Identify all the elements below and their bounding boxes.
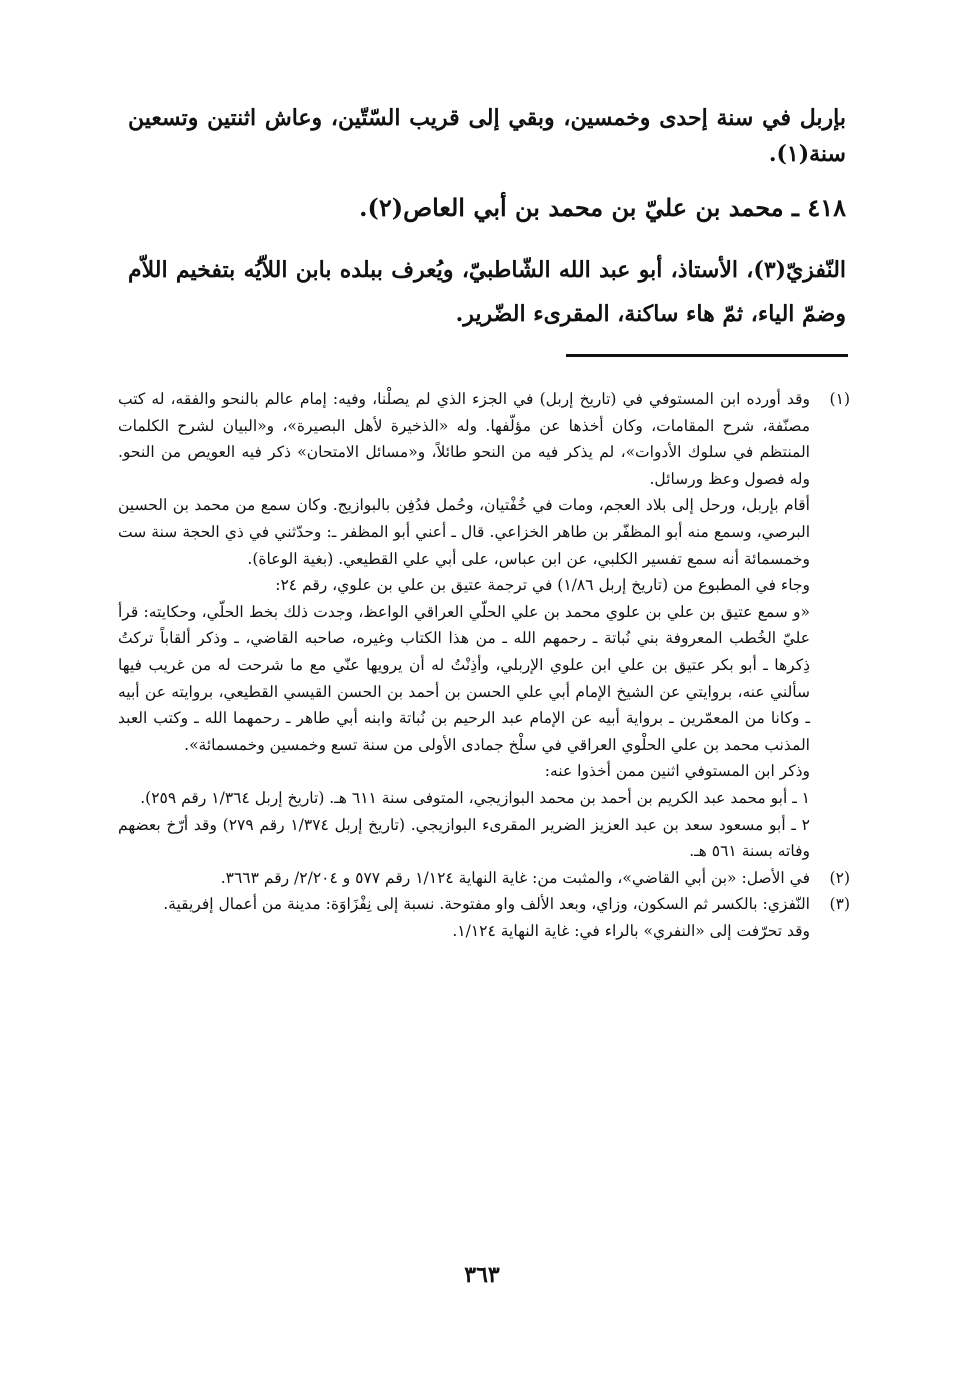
footnote-quote: «و سمع عتيق بن علي بن علوي محمد بن علي الحلّي العراقي الواعظ، وجدت ذلك بخط الحلّي، وحكايته: قرأ عليّ الخُطب المعروفة بني نُباتة ـ رحمهم الله ـ من هذا الكتاب وغيره، صاحبه القاضي، ـ وذكر ألقاباً تركتُ ذِكرها ـ أبو بكر عتيق بن علي ابن علوي الإربلي، وأذِنْتُ له أن يرويها عنّي مع ما شرحت له من غريب فيها سألني عنه، بروايتي عن الشيخ الإمام أبي علي الحسن بن أحمد بن الحسن القيسي القطيعي، بروايته عن أبيه ـ وكانا من المعمّرين ـ برواية أبيه عن الإمام عبد الرحيم بن نُباتة وابنه أبي طاهر ـ رحمهما الله ـ وكتب العبد المذنب محمد بن علي الحلْوي العراقي في سلْخ جمادى الأولى من سنة تسع وخمسين وخمسمائة». (118, 602, 810, 754)
footnote-paragraph: أقام بإربل، ورحل إلى بلاد العجم، ومات في خُفْتيان، وحُمل فدُفِن بالبوازيج. وكان سمع من محمد بن الحسين البرصي، وسمع منه أبو المظفّر بن طاهر الخزاعي. قال ـ أعني أبو المظفر ـ: وحدّثني في ذي الحجة سنة ست وخمسمائة أنه سمع تفسير الكلبي، عن ابن عباس، على أبي علي القطيعي. (بغية الوعاة). (118, 496, 810, 568)
footnotes (118, 386, 850, 944)
footnote-list-item: ٢ ـ أبو مسعود سعد بن عبد العزيز الضرير المقرىء البوازيجي. (تاريخ إربل ١/٣٧٤ رقم ٢٧٩) وقد أرّخ بعضهم وفاته بسنة ٥٦١ هـ. (118, 815, 810, 861)
footnote-paragraph: وجاء في المطبوع من (تاريخ إربل ١/٨٦) في ترجمة عتيق بن علي بن علوي، رقم ٢٤: (275, 576, 810, 595)
entry-body-text: النّفزيّ(٣)، الأستاذ، أبو عبد الله الشّاطبيّ، ويُعرف ببلده بابن اللاّيُه بتفخيم اللاّم وضمّ الياء، ثمّ هاء ساكنة، المقرىء الضّرير. (128, 257, 847, 327)
footnote-paragraph: وذكر ابن المستوفي اثنين ممن أخذوا عنه: (544, 762, 810, 781)
footnote-number: (١) (829, 390, 850, 408)
footnote-body (118, 891, 810, 918)
footnote-number: (٣) (829, 895, 850, 914)
footnote-paragraph: في الأصل: «بن أبي القاضي»، والمثبت من: غاية النهاية ١/١٢٤ رقم ٥٧٧ و ٢/٢٠٤/ رقم ٣٦٦٣. (220, 868, 810, 887)
entry-heading: ٤١٨ ـ محمد بن عليّ بن محمد بن أبي العاص(٢). (359, 193, 846, 222)
footnote-3 (118, 891, 850, 918)
footnote-paragraph: وقد تحرّفت إلى «النفري» بالراء في: غاية النهاية ١/١٢٤. (452, 921, 810, 940)
footnote-paragraph: النّفزي: بالكسر ثم السكون، وزاي، وبعد الألف واو مفتوحة. نسبة إلى نِفْزَاوَة: مدينة من أعمال إفريقية. (163, 895, 810, 914)
footnote-1 (118, 386, 850, 492)
footnote-body (118, 865, 810, 892)
footnote-body (118, 386, 810, 492)
page-number: ٣٦٣ (464, 1262, 500, 1288)
footnote-number: (٢) (829, 868, 850, 887)
continuation-text: بإربل في سنة إحدى وخمسين، وبقي إلى قريب السّتّين، وعاش اثنتين وتسعين سنة(١). (128, 105, 846, 167)
entry-body (128, 248, 846, 336)
footnote-paragraph: وقد أورده ابن المستوفي في (تاريخ إربل) في الجزء الذي لم يصلْنا، وفيه: إمام عالم بالنحو والفقه، له كتب مصنّفة، شرح المقامات، وكان أخذها عن مؤلّفها. وله «الذخيرة لأهل البصيرة»، و«البيان لشرح الكلمات المنتظم في سلوك الأدوات»، لم يذكر فيه من النحو طائلاً، و«مسائل الامتحان» ذكر فيه العويص من النحو. وله فصول وعظ ورسائل. (118, 390, 810, 488)
continuation-paragraph (128, 100, 846, 172)
footnote-separator (566, 354, 848, 357)
footnote-2 (118, 865, 850, 892)
footnote-list-item: ١ ـ أبو محمد عبد الكريم بن أحمد بن محمد البوازيجي، المتوفى سنة ٦١١ هـ. (تاريخ إربل ١/٣٦٤ رقم ٢٥٩). (140, 788, 810, 807)
